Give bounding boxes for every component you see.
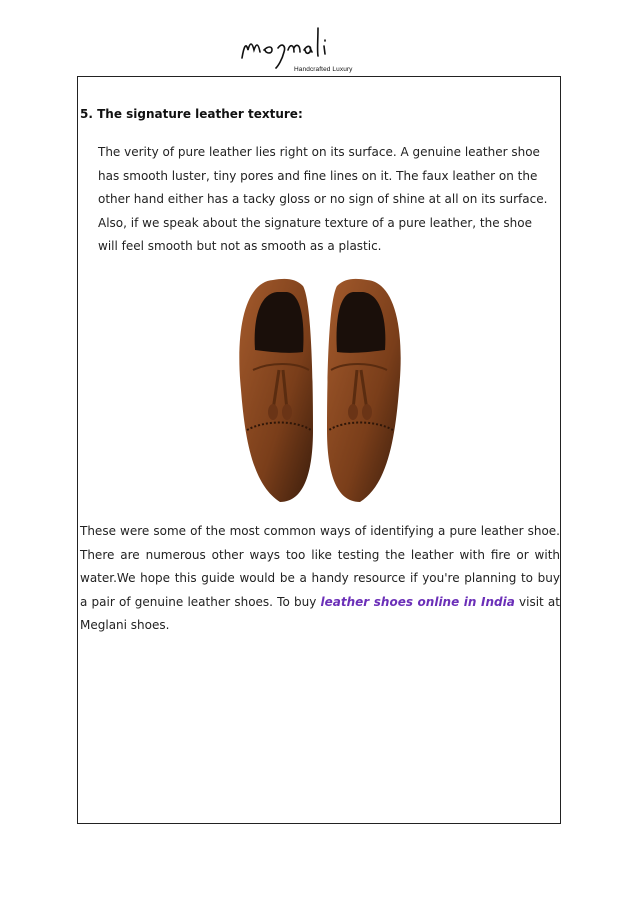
section-body bbox=[98, 141, 553, 259]
closing-tail: visit at Meglani shoes. bbox=[80, 594, 560, 632]
paragraph-2: Also, if we speak about the signature texture of a pure leather, the shoe will feel smooth but not as smooth as a plastic. bbox=[98, 215, 533, 253]
right-shoe bbox=[327, 279, 401, 502]
paragraph-1: The verity of pure leather lies right on its surface. A genuine leather shoe has smooth luster, tiny pores and fine lines on it. The faux leather on the other hand either has a tacky gloss or no sign of shine at all on its surface. bbox=[98, 145, 548, 206]
megnali-logo-script bbox=[232, 20, 392, 70]
leather-shoes-online-link[interactable]: leather shoes online in India bbox=[320, 594, 515, 609]
left-shoe bbox=[239, 279, 313, 502]
brand-logo bbox=[232, 20, 392, 80]
logo-tagline: Handcrafted Luxury bbox=[294, 66, 353, 73]
section-heading: 5. The signature leather texture: bbox=[80, 107, 303, 121]
leather-shoes-image bbox=[225, 270, 415, 510]
closing-paragraph bbox=[80, 520, 560, 638]
closing-text: These were some of the most common ways of identifying a pure leather shoe. There are numerous other ways too like testing the leather with fire or with water.We hope this guide would be a handy resource if you're planning to buy a pair of genuine leather shoes. To buy bbox=[80, 524, 560, 609]
